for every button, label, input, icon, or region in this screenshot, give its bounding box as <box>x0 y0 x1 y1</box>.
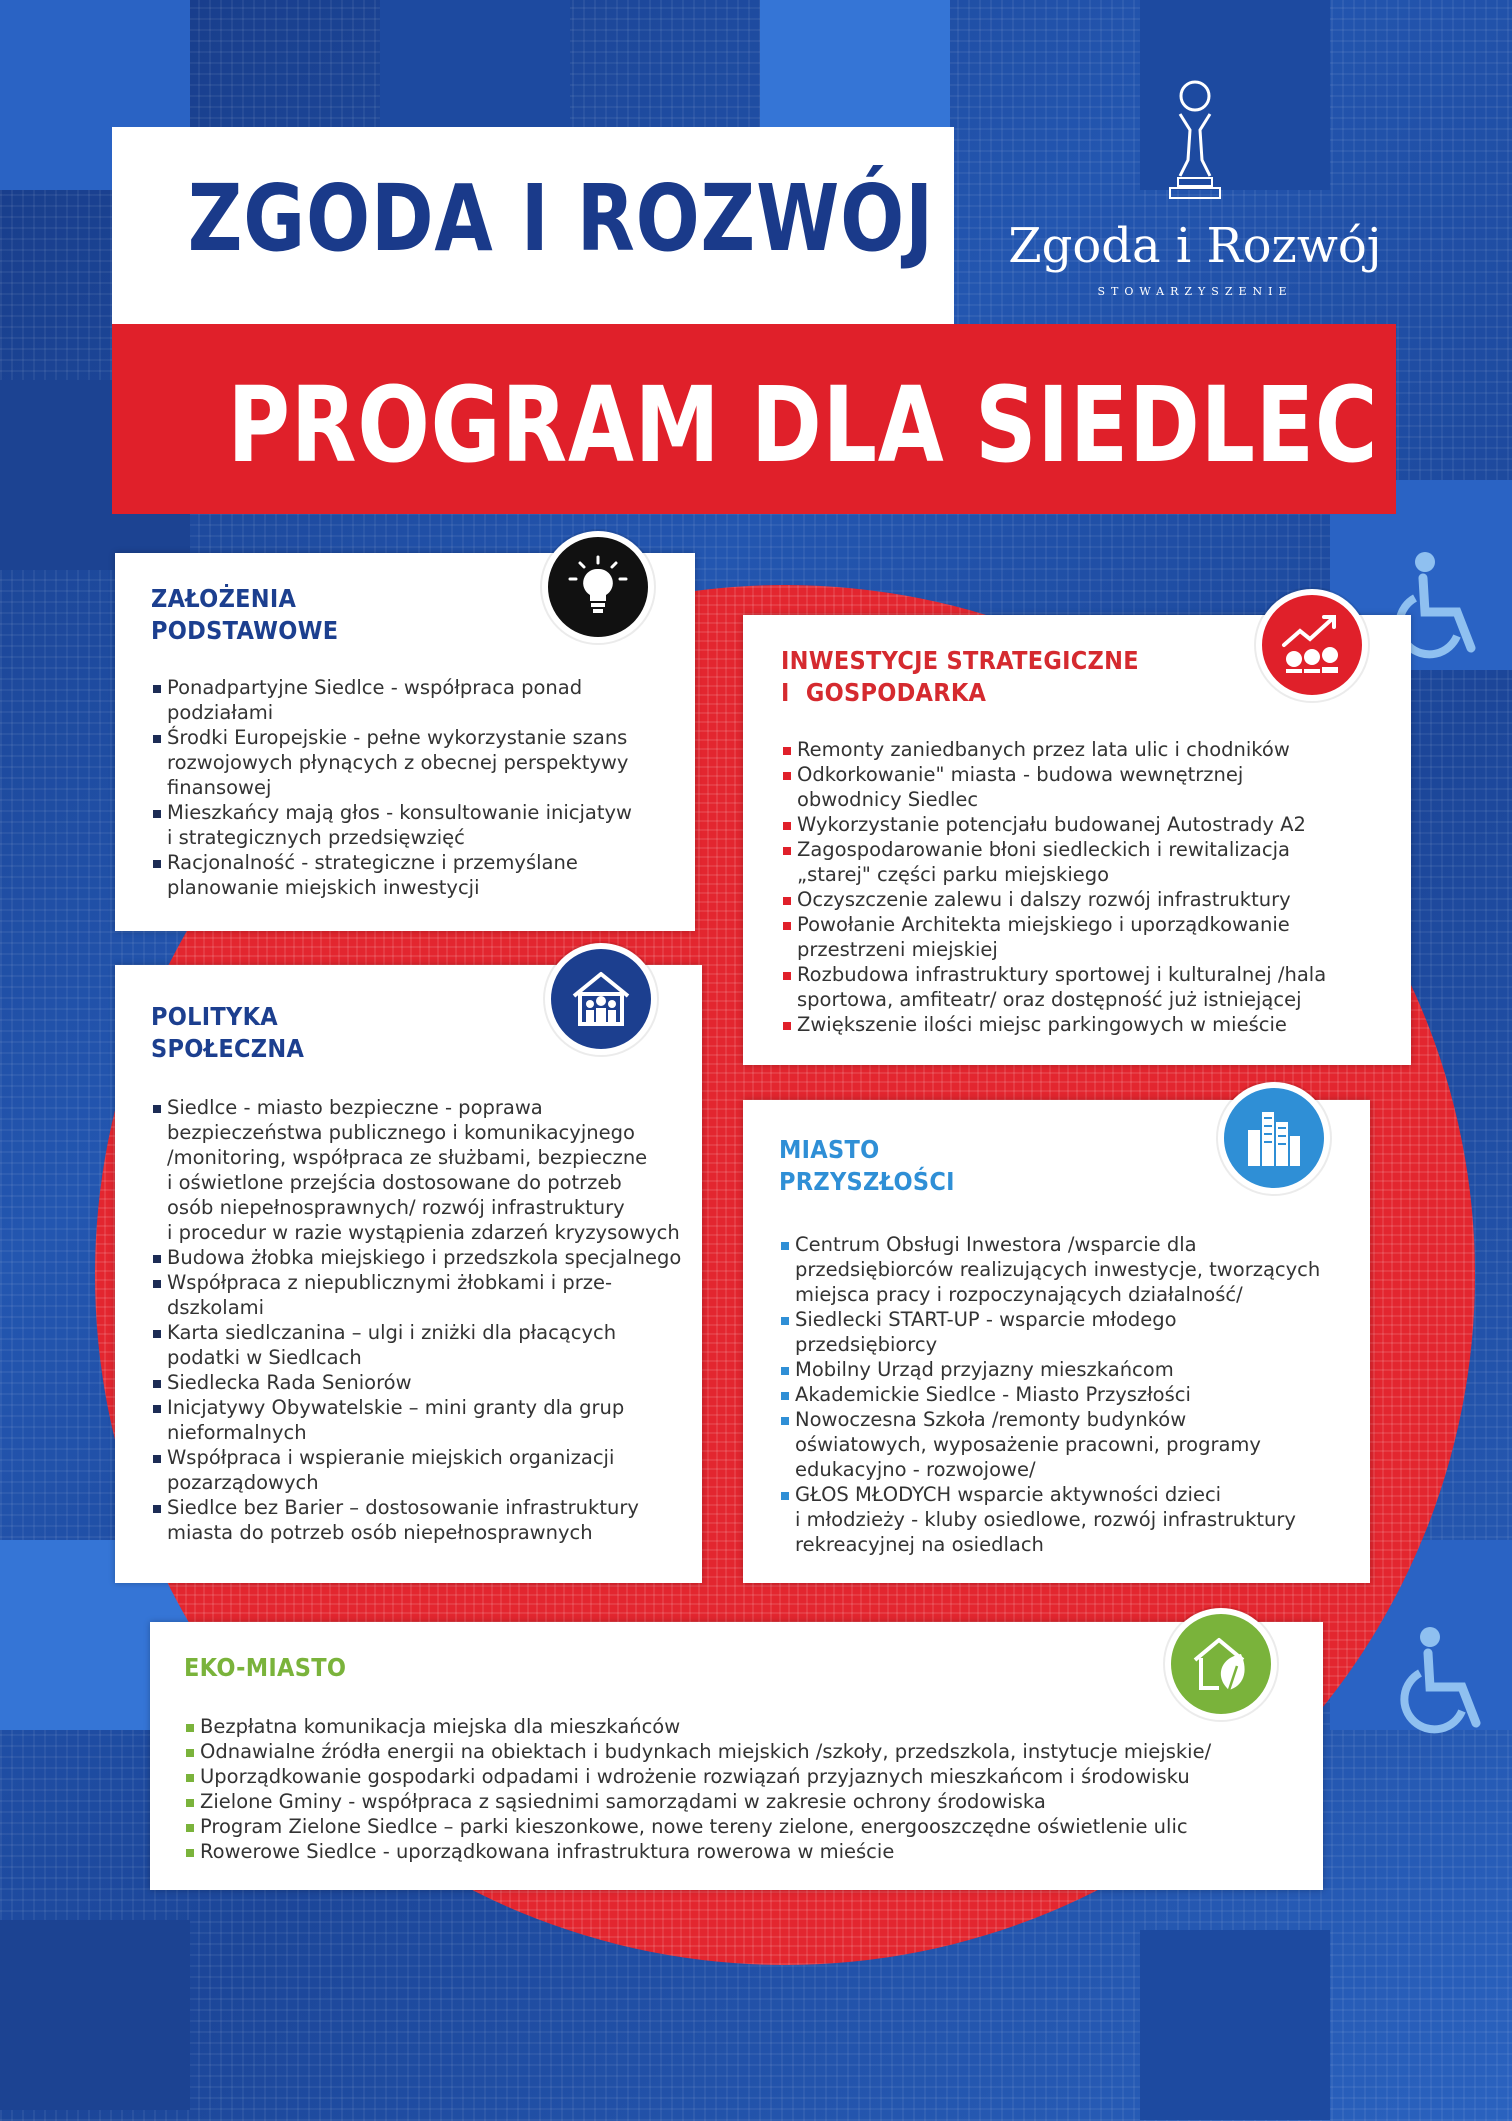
list-item: Mieszkańcy mają głos - konsultowanie inicjatyw i strategicznych przedsięwzięć <box>153 800 678 850</box>
list-item: Remonty zaniedbanych przez lata ulic i chodników <box>783 737 1398 762</box>
bg-tile <box>1140 1930 1330 2120</box>
list-item: Współpraca z niepublicznymi żłobkami i prze- dszkolami <box>153 1270 693 1320</box>
list-item: Racjonalność - strategiczne i przemyślane planowanie miejskich inwestycji <box>153 850 678 900</box>
list-item: Akademickie Siedlce - Miasto Przyszłości <box>781 1382 1361 1407</box>
growth-coins-icon <box>1278 611 1346 679</box>
list-inwestycje <box>783 737 1398 1037</box>
list-miasto <box>781 1232 1361 1557</box>
statue-icon <box>1150 80 1240 205</box>
card-inwestycje <box>743 615 1411 1065</box>
list-item: Siedlecki START-UP - wsparcie młodego przedsiębiorcy <box>781 1307 1361 1357</box>
list-item: Odkorkowanie" miasta - budowa wewnętrznej obwodnicy Siedlec <box>783 762 1398 812</box>
subtitle-box <box>112 324 1396 514</box>
list-item: Siedlecka Rada Seniorów <box>153 1370 693 1395</box>
growth-badge <box>1256 589 1368 701</box>
list-item: Centrum Obsługi Inwestora /wsparcie dla przedsiębiorców realizujących inwestycje, tworzących miejsca pracy i rozpoczynających działalność/ <box>781 1232 1361 1307</box>
list-item: Siedlce - miasto bezpieczne - poprawa bezpieczeństwa publicznego i komunikacyjnego /monitoring, współpraca ze służbami, bezpieczne i oświetlone przejścia dostosowane do potrzeb osób niepełnosprawnych/ rozwój infrastruktury i procedur w razie wystąpienia zdarzeń kryzysowych <box>153 1095 693 1245</box>
list-item: Współpraca i wspieranie miejskich organizacji pozarządowych <box>153 1445 693 1495</box>
list-item: Karta siedlczanina – ulgi i zniżki dla płacących podatki w Siedlcach <box>153 1320 693 1370</box>
card-title-polityka: POLITYKA SPOŁECZNA <box>151 1002 305 1063</box>
card-title-zalozenia: ZAŁOŻENIA PODSTAWOWE <box>151 584 339 645</box>
list-item: Budowa żłobka miejskiego i przedszkola specjalnego <box>153 1245 693 1270</box>
main-title: ZGODA I ROZWÓJ <box>187 165 934 272</box>
logo-tagline: STOWARZYSZENIE <box>1097 285 1293 298</box>
list-item: Zielone Gminy - współpraca z sąsiednimi samorządami w zakresie ochrony środowiska <box>186 1789 1306 1814</box>
card-polityka <box>115 965 702 1583</box>
title-box <box>112 127 954 327</box>
lightbulb-badge <box>542 531 654 643</box>
card-title-miasto: MIASTO PRZYSZŁOŚCI <box>779 1135 955 1196</box>
main-subtitle: PROGRAM DLA SIEDLEC <box>227 364 1379 486</box>
list-item: Zagospodarowanie błoni siedleckich i rewitalizacja „starej" części parku miejskiego <box>783 837 1398 887</box>
list-item: Oczyszczenie zalewu i dalszy rozwój infrastruktury <box>783 887 1398 912</box>
organization-logo <box>985 80 1405 310</box>
card-eko <box>150 1622 1323 1890</box>
house-family-icon <box>568 966 634 1032</box>
list-item: Siedlce bez Barier – dostosowanie infrastruktury miasta do potrzeb osób niepełnosprawnych <box>153 1495 693 1545</box>
eco-badge <box>1165 1608 1277 1720</box>
list-item: GŁOS MŁODYCH wsparcie aktywności dzieci i młodzieży - kluby osiedlowe, rozwój infrastruktury rekreacyjnej na osiedlach <box>781 1482 1361 1557</box>
list-item: Uporządkowanie gospodarki odpadami i wdrożenie rozwiązań przyjaznych mieszkańcom i środowisku <box>186 1764 1306 1789</box>
city-badge <box>1218 1082 1330 1194</box>
list-item: Rozbudowa infrastruktury sportowej i kulturalnej /hala sportowa, amfiteatr/ oraz dostępność już istniejącej <box>783 962 1398 1012</box>
card-title-inwestycje: INWESTYCJE STRATEGICZNE I GOSPODARKA <box>781 646 1139 707</box>
list-item: Mobilny Urząd przyjazny mieszkańcom <box>781 1357 1361 1382</box>
eco-house-leaf-icon <box>1189 1632 1253 1696</box>
card-title-eko: EKO-MIASTO <box>184 1653 347 1682</box>
list-item: Powołanie Architekta miejskiego i uporządkowanie przestrzeni miejskiej <box>783 912 1398 962</box>
city-skyline-icon <box>1242 1106 1306 1170</box>
list-item: Wykorzystanie potencjału budowanej Autostrady A2 <box>783 812 1398 837</box>
house-family-badge <box>545 943 657 1055</box>
list-item: Zwiększenie ilości miejsc parkingowych w mieście <box>783 1012 1398 1037</box>
list-item: Bezpłatna komunikacja miejska dla mieszkańców <box>186 1714 1306 1739</box>
list-item: Program Zielone Siedlce – parki kieszonkowe, nowe tereny zielone, energooszczędne oświetlenie ulic <box>186 1814 1306 1839</box>
list-item: Inicjatywy Obywatelskie – mini granty dla grup nieformalnych <box>153 1395 693 1445</box>
list-item: Ponadpartyjne Siedlce - współpraca ponad podziałami <box>153 675 678 725</box>
card-zalozenia <box>115 553 695 931</box>
card-miasto <box>743 1100 1370 1583</box>
list-item: Nowoczesna Szkoła /remonty budynków oświatowych, wyposażenie pracowni, programy edukacyjno - rozwojowe/ <box>781 1407 1361 1482</box>
list-item: Rowerowe Siedlce - uporządkowana infrastruktura rowerowa w mieście <box>186 1839 1306 1864</box>
list-item: Środki Europejskie - pełne wykorzystanie szans rozwojowych płynących z obecnej perspektywy finansowej <box>153 725 678 800</box>
logo-name: Zgoda i Rozwój <box>1008 218 1382 274</box>
list-item: Odnawialne źródła energii na obiektach i budynkach miejskich /szkoły, przedszkola, instytucje miejskie/ <box>186 1739 1306 1764</box>
list-polityka <box>153 1095 693 1545</box>
lightbulb-icon <box>566 555 630 619</box>
wheelchair-icon <box>1390 1625 1490 1740</box>
list-zalozenia <box>153 675 678 900</box>
list-eko <box>186 1714 1306 1864</box>
bg-tile <box>0 1920 190 2110</box>
